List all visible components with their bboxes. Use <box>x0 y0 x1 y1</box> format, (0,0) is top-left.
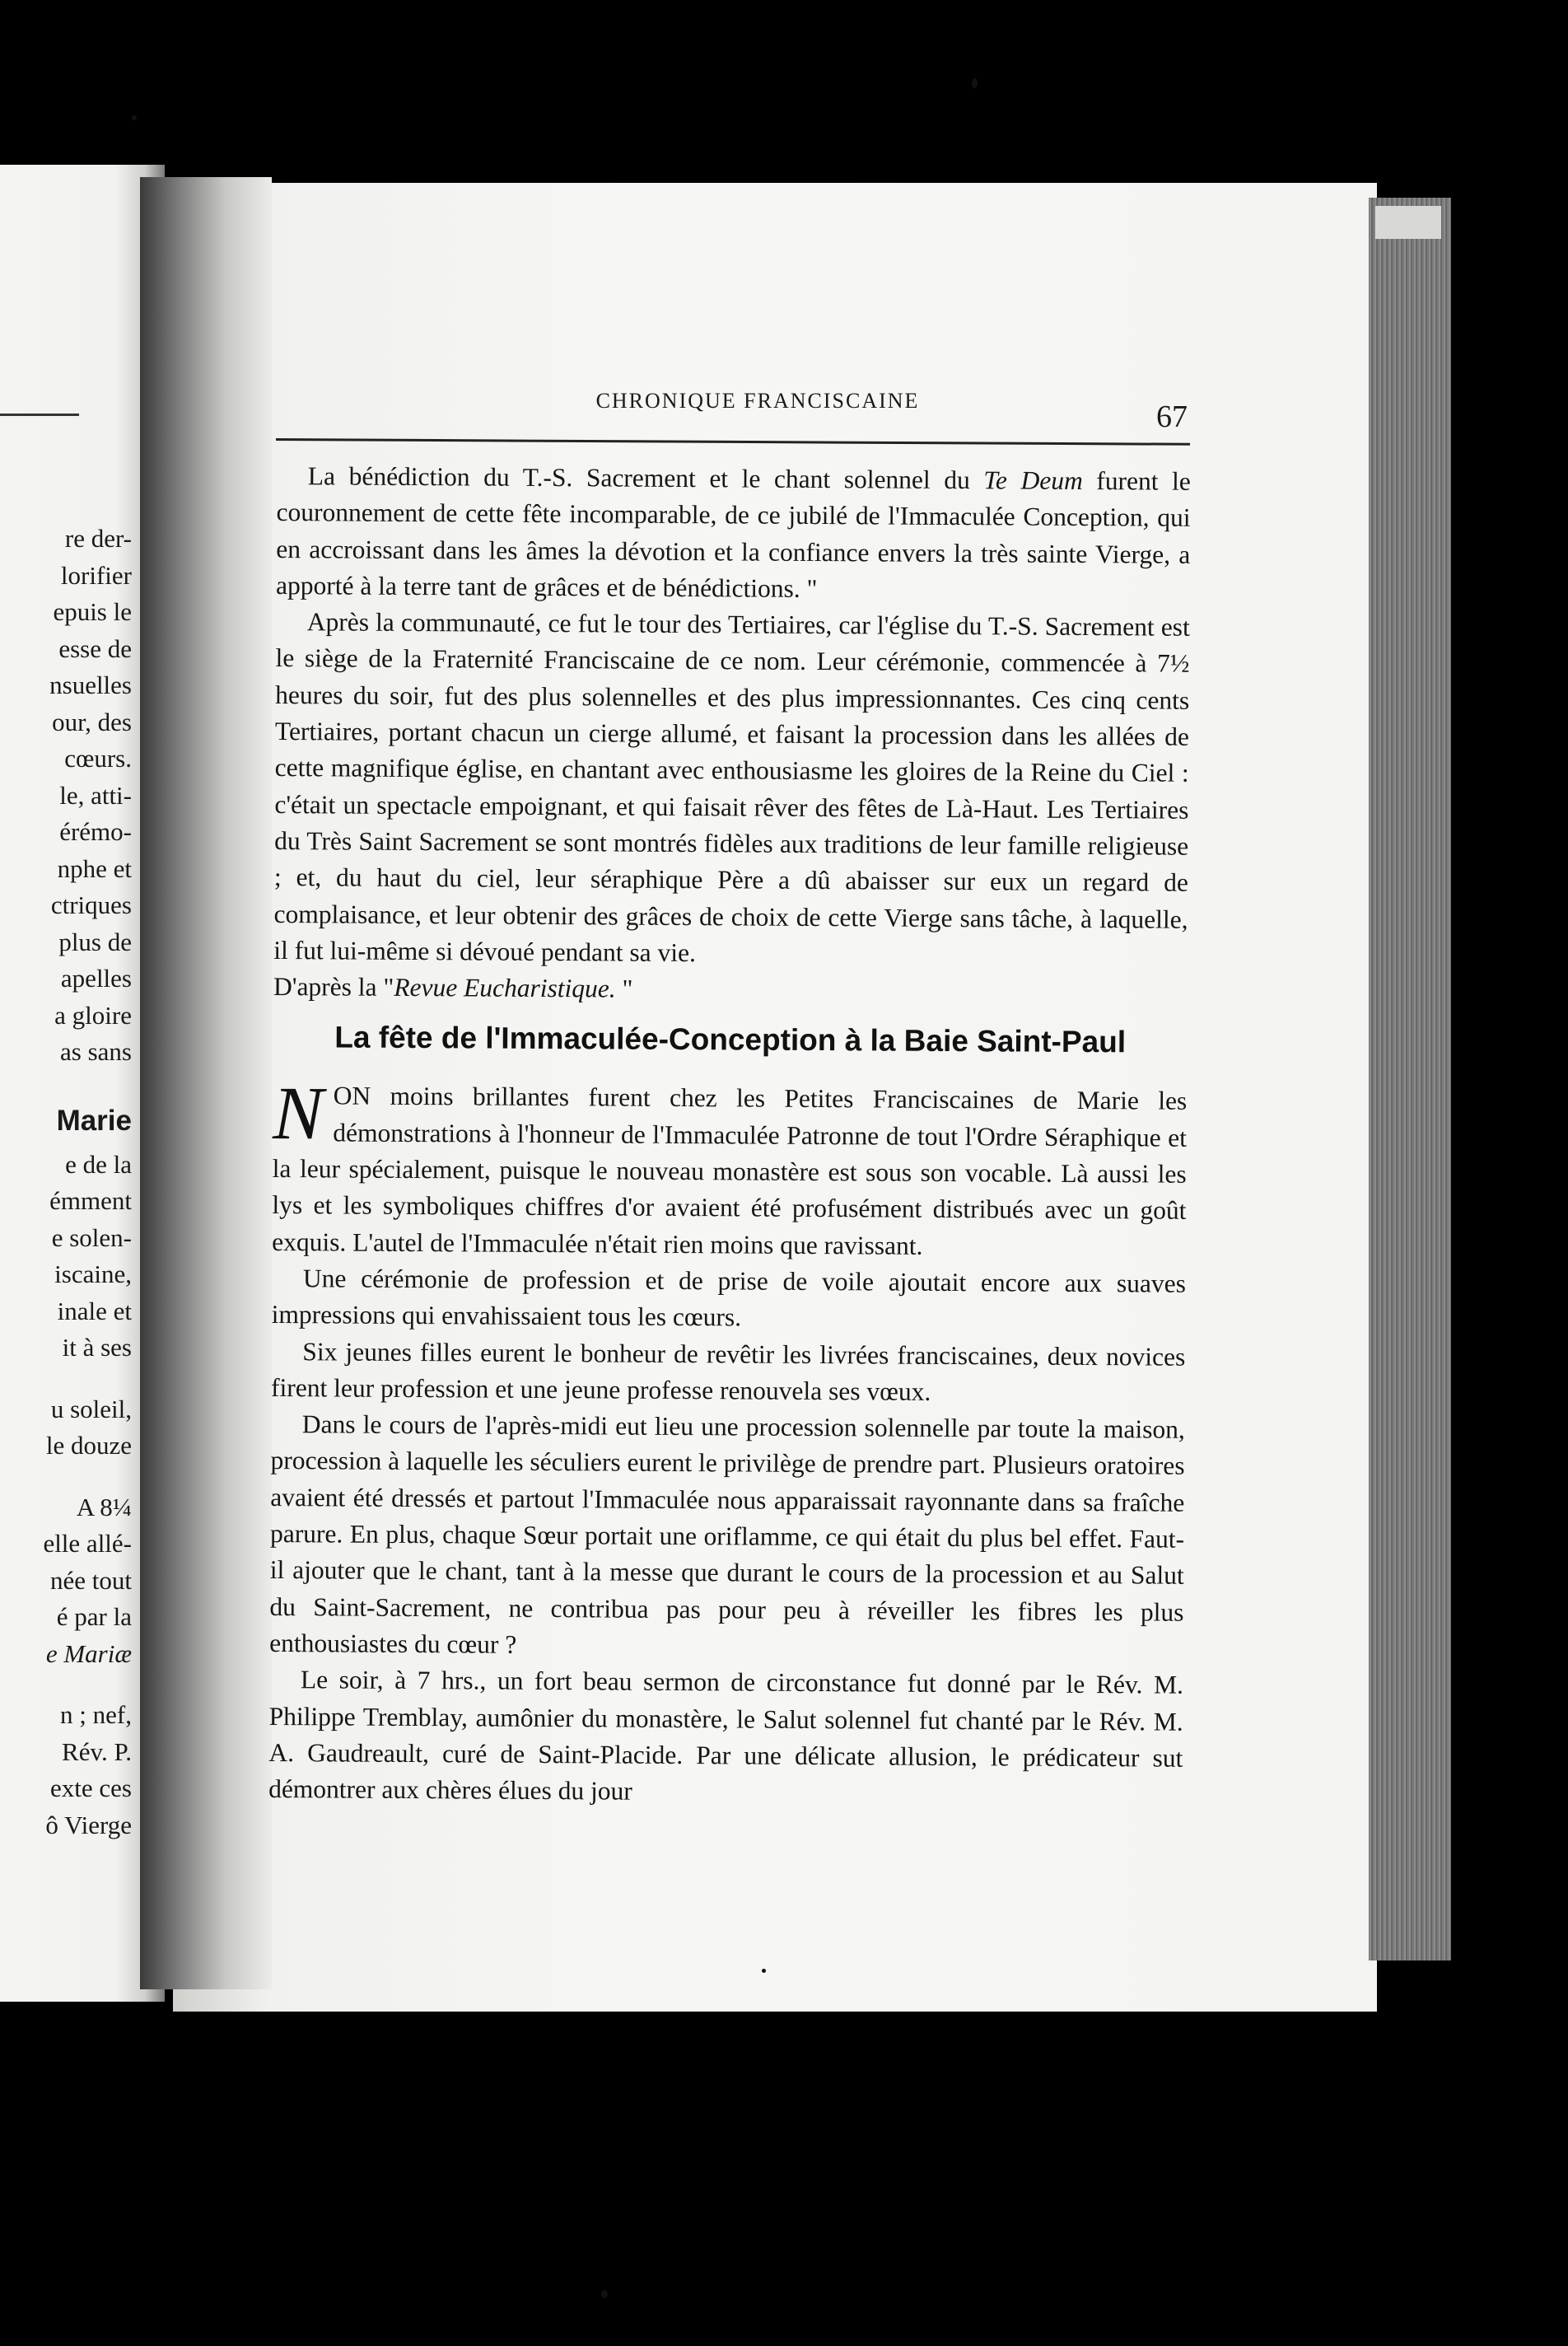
te-deum-italic: Te Deum <box>983 465 1083 495</box>
left-line: A 8¼ <box>76 1492 132 1521</box>
page-edges-top <box>1375 206 1441 239</box>
paragraph-tertiaires: Après la communauté, ce fut le tour des Tertiaires, car l'église du T.-S. Sacrement est le siège de la Fraternité Franciscaine de ce nom. Leur cérémonie, commencée à 7½ heures du soir, fut des plus solennelles et des plus impressionnantes. Ces cinq cents Tertiaires, portant chacun un cierge allumé, et faisant la procession dans les allées de cette magnifique église, en chantant avec enthousiasme les gloires de la Reine du Ciel : c'était un spectacle empoignant, et qui faisait rêver des fêtes de Là-Haut. Les Tertiaires du Très Saint Sacrement se sont montrés fidèles aux traditions de leur famille religieuse ; et, du haut du ciel, leur séraphique Père a dû abaisser sur eux un regard de complaisance, et leur obtenir des grâces de choix de cette Vierge sans tâche, à laquelle, il fut lui-même si dévoué pendant sa vie. <box>273 607 1190 967</box>
left-line: exte ces <box>50 1774 132 1802</box>
paragraph-text: furent le couronnement de cette fête incomparable, de ce jubilé de l'Immaculée Conception, qui en accroissant dans les âmes la dévotion et la confiance envers la très sainte Vierge, a apporté à la terre tant de grâces et de bénédictions. " <box>275 465 1191 603</box>
scan-speck <box>762 1969 766 1973</box>
left-line: ô Vierge <box>45 1810 132 1839</box>
paragraph-baie-saint-paul <box>272 1071 1188 1265</box>
left-line: née tout <box>50 1565 132 1595</box>
left-line: ctriques <box>50 890 132 919</box>
article-body <box>268 458 1191 1813</box>
left-line: iscaine, <box>54 1259 132 1288</box>
left-page-text-fragments <box>0 521 132 1844</box>
left-line: nphe et <box>57 853 132 883</box>
left-gap <box>0 1071 132 1096</box>
left-line: it à ses <box>62 1333 132 1362</box>
credit-suffix: " <box>615 974 633 1003</box>
paragraph-procession: Dans le cours de l'après-midi eut lieu une procession solennelle par toute la maison, procession à laquelle les séculiers eurent le privilège de prendre part. Plusieurs oratoires avaient été dressés et partout l'Immaculée nous apparaissait rayonnante dans sa fraîche parure. En plus, chaque Sœur portait une oriflamme, ce qui était du plus bel effet. Faut-il ajouter que le chant, tant à la messe que durant le cours de la procession et au Salut du Saint-Sacrement, ne contribua pas pour peu à réveiller les fibres les plus enthousiastes du cœur ? <box>269 1409 1185 1659</box>
left-heading-fragment: Marie <box>56 1104 132 1137</box>
left-line: émment <box>49 1186 132 1215</box>
left-line: re der- <box>64 524 132 553</box>
paragraph-text: La bénédiction du T.-S. Sacrement et le chant solennel du <box>307 461 984 495</box>
left-line: our, des <box>52 707 132 736</box>
left-page-rule <box>0 414 79 416</box>
left-line: esse de <box>58 633 132 663</box>
book-gutter-shadow <box>140 177 272 1989</box>
section-heading: La fête de l'Immaculée-Conception à la Baie Saint-Paul <box>334 1020 1127 1059</box>
running-head: CHRONIQUE FRANCISCAINE <box>595 389 920 413</box>
credit-source: Revue Eucharistique. <box>394 973 616 1003</box>
paragraph-sermon: Le soir, à 7 hrs., un fort beau sermon de circonstance fut donné par le Rév. M. Philippe Tremblay, aumônier du monastère, le Salut solennel fut chanté par le Rév. M. A. Gaudreault, curé de Saint-Placide. Par une délicate allusion, le prédicateur sut démontrer aux chères élues du jour <box>268 1665 1184 1806</box>
left-line: le, atti- <box>59 780 132 810</box>
left-line: érémo- <box>59 817 132 846</box>
left-gap <box>0 1367 132 1391</box>
paragraph-benediction <box>276 458 1191 610</box>
left-line: inale et <box>57 1296 132 1325</box>
paragraph-novices: Six jeunes filles eurent le bonheur de revêtir les livrées franciscaines, deux novices firent leur profession et une jeune professe renouvela ses vœux. <box>271 1336 1186 1406</box>
left-line: nsuelles <box>49 671 132 699</box>
left-line: u soleil, <box>50 1394 132 1423</box>
left-line: a gloire <box>54 1000 132 1030</box>
lead-in: ON <box>333 1081 371 1111</box>
left-line: lorifier <box>60 560 132 590</box>
left-line: é par la <box>56 1602 132 1631</box>
left-line: n ; nef, <box>60 1700 132 1729</box>
left-gap <box>0 1672 132 1697</box>
scan-speck <box>132 115 137 120</box>
left-line: apelles <box>60 964 132 993</box>
page-edges <box>1369 198 1451 1960</box>
drop-cap: N <box>272 1071 324 1156</box>
paragraph-profession: Une cérémonie de profession et de prise de voile ajoutait encore aux suaves impressions qui envahissaient tous les cœurs. <box>271 1264 1187 1332</box>
left-line: le douze <box>45 1431 132 1460</box>
left-gap <box>0 1465 132 1489</box>
left-line: e de la <box>65 1149 132 1179</box>
paragraph-text: moins brillantes furent chez les Petites Franciscaines de Marie les démonstrations à l'honneur de l'Immaculée Patronne de tout l'Ordre Séraphique et la leur spécialement, puisque le nouveau monastère est sous son vocable. Là aussi les lys et les symboliques chiffres d'or avaient été profusément distribués avec un goût exquis. L'autel de l'Immaculée n'était rien moins que ravissant. <box>272 1082 1188 1260</box>
scan-speck <box>601 2290 608 2298</box>
scan-speck <box>972 78 978 88</box>
page-number: 67 <box>1156 400 1188 434</box>
left-line: epuis le <box>53 597 132 626</box>
left-line: e Mariæ <box>45 1638 132 1668</box>
left-line: as sans <box>60 1037 132 1066</box>
left-line: cœurs. <box>64 744 132 773</box>
source-credit <box>273 969 1188 1011</box>
left-line: Rév. P. <box>62 1736 132 1766</box>
left-line: plus de <box>58 927 132 956</box>
left-line: elle allé- <box>43 1529 132 1558</box>
left-line: e solen- <box>51 1222 132 1252</box>
credit-prefix: D'après la " <box>273 972 394 1002</box>
